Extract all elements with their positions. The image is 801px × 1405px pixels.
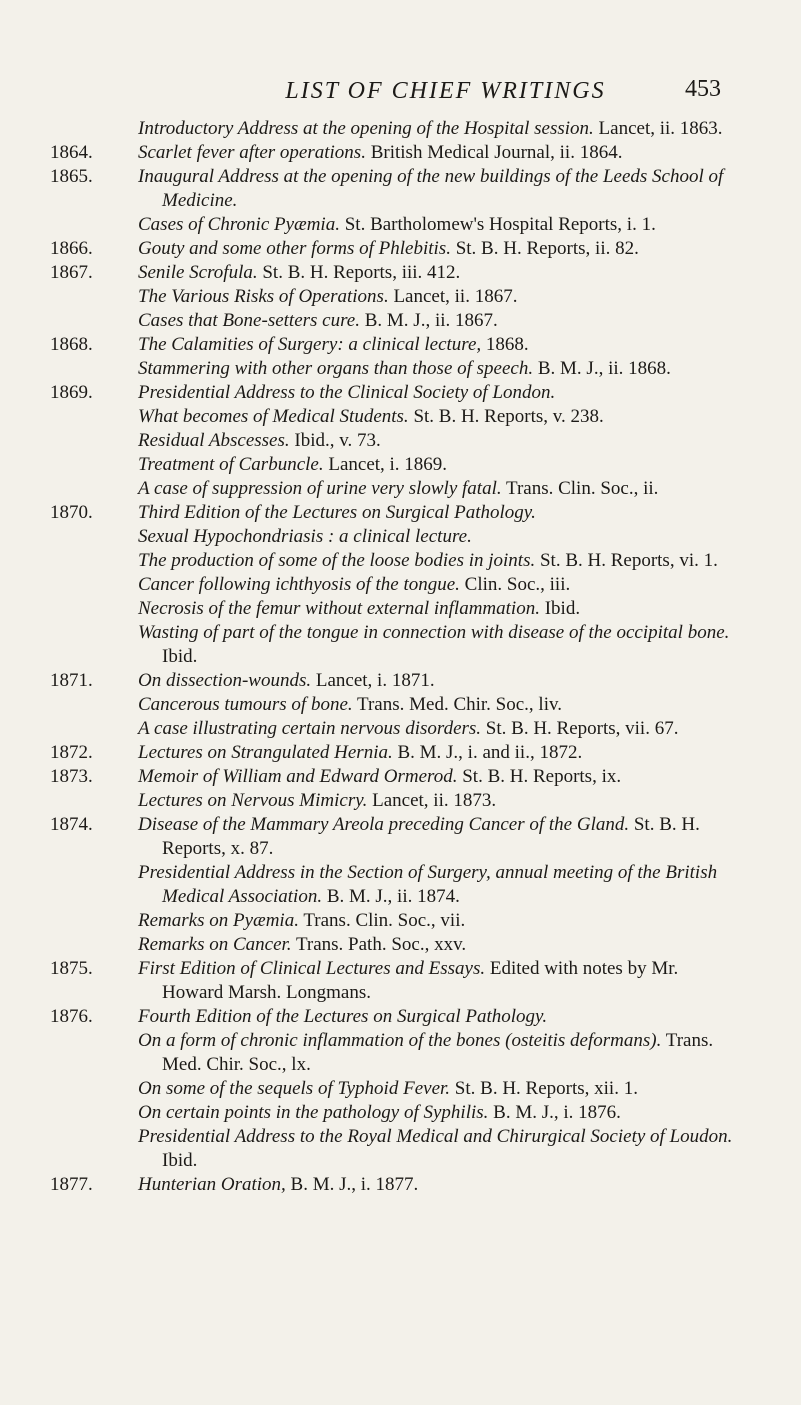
entry-title: A case of suppression of urine very slowly fatal.: [138, 478, 502, 499]
entry-year: 1868.: [50, 334, 93, 355]
entry-text: [138, 1101, 740, 1125]
list-item: [50, 213, 740, 237]
entry-text: [138, 693, 740, 717]
entry-source: Lancet, ii. 1873.: [367, 790, 497, 811]
entry-year: 1867.: [50, 262, 93, 283]
entry-text: [138, 309, 740, 333]
list-item: [50, 333, 740, 357]
entry-title: Presidential Address to the Clinical Society of London.: [138, 382, 556, 403]
entry-source: St. B. H. Reports, iii. 412.: [257, 262, 461, 283]
entry-title: Presidential Address in the Section of Surgery, annual meeting of the British Medical Association.: [138, 862, 718, 907]
entry-source: Ibid.: [162, 1150, 198, 1171]
entry-title: Scarlet fever after operations.: [138, 142, 366, 163]
entry-text: [138, 477, 740, 501]
entry-title: The production of some of the loose bodies in joints.: [138, 550, 536, 571]
list-item: [50, 1077, 740, 1101]
entry-title: The Calamities of Surgery: a clinical lecture,: [138, 334, 482, 355]
list-item: [50, 813, 740, 861]
list-item: [50, 117, 740, 141]
list-item: [50, 357, 740, 381]
page-number: 453: [685, 76, 721, 102]
entry-year: 1869.: [50, 382, 93, 403]
running-head: LIST OF CHIEF WRITINGS: [285, 78, 606, 104]
list-item: [50, 669, 740, 693]
list-item: [50, 165, 740, 213]
entry-title: Senile Scrofula.: [138, 262, 258, 283]
entry-year: 1876.: [50, 1006, 93, 1027]
entry-source: Trans. Path. Soc., xxv.: [291, 934, 467, 955]
entry-title: A case illustrating certain nervous disorders.: [138, 718, 482, 739]
entry-source: Trans. Clin. Soc., vii.: [298, 910, 466, 931]
list-item: [50, 1029, 740, 1077]
entry-title: Lectures on Nervous Mimicry.: [138, 790, 368, 811]
entry-text: [138, 381, 740, 405]
entry-title: Wasting of part of the tongue in connection with disease of the occipital bone.: [138, 622, 730, 643]
entry-text: [138, 717, 740, 741]
entry-text: [138, 789, 740, 813]
entry-text: [138, 669, 740, 693]
entry-source: 1868.: [481, 334, 529, 355]
entry-title: Cases that Bone-setters cure.: [138, 310, 360, 331]
entry-source: Lancet, ii. 1863.: [593, 118, 723, 139]
entry-year: 1870.: [50, 502, 93, 523]
entry-title: Remarks on Pyæmia.: [138, 910, 299, 931]
entry-year: 1866.: [50, 238, 93, 259]
entry-source: Ibid.: [162, 646, 198, 667]
list-item: [50, 309, 740, 333]
list-item: [50, 861, 740, 909]
entry-source: St. B. H. Reports, xii. 1.: [450, 1078, 638, 1099]
entry-text: [138, 453, 740, 477]
list-item: [50, 597, 740, 621]
list-item: [50, 525, 740, 549]
entry-text: [138, 117, 740, 141]
entry-source: B. M. J., ii. 1868.: [533, 358, 671, 379]
entry-title: Residual Abscesses.: [138, 430, 290, 451]
entry-text: [138, 909, 740, 933]
entry-title: Hunterian Oration,: [138, 1174, 286, 1195]
entry-text: [138, 141, 740, 165]
writings-list: [50, 117, 740, 1197]
list-item: [50, 765, 740, 789]
entry-text: [138, 213, 740, 237]
entry-source: B. M. J., i. and ii., 1872.: [392, 742, 583, 763]
entry-source: B. M. J., ii. 1867.: [359, 310, 498, 331]
list-item: [50, 477, 740, 501]
list-item: [50, 453, 740, 477]
entry-source: St. B. H. Reports, vi. 1.: [535, 550, 718, 571]
entry-title: Necrosis of the femur without external inflammation.: [138, 598, 540, 619]
entry-source: St. Bartholomew's Hospital Reports, i. 1.: [339, 214, 656, 235]
entry-source: British Medical Journal, ii. 1864.: [365, 142, 623, 163]
entry-year: 1875.: [50, 958, 93, 979]
entry-text: [138, 1029, 740, 1077]
entry-title: Memoir of William and Edward Ormerod.: [138, 766, 458, 787]
entry-title: On dissection-wounds.: [138, 670, 312, 691]
entry-year: 1865.: [50, 166, 93, 187]
list-item: [50, 141, 740, 165]
entry-year: 1873.: [50, 766, 93, 787]
list-item: [50, 717, 740, 741]
entry-text: [138, 237, 740, 261]
entry-title: Lectures on Strangulated Hernia.: [138, 742, 393, 763]
entry-title: Cases of Chronic Pyæmia.: [138, 214, 340, 235]
list-item: [50, 741, 740, 765]
list-item: [50, 1173, 740, 1197]
entry-source: Trans. Med. Chir. Soc., lx.: [162, 1030, 714, 1075]
entry-text: [138, 1005, 740, 1029]
entry-title: On some of the sequels of Typhoid Fever.: [138, 1078, 451, 1099]
entry-source: St. B. H. Reports, x. 87.: [162, 814, 700, 859]
list-item: [50, 1125, 740, 1173]
entry-year: 1864.: [50, 142, 93, 163]
entry-text: [138, 333, 740, 357]
list-item: [50, 237, 740, 261]
entry-text: [138, 1173, 740, 1197]
entry-text: [138, 285, 740, 309]
entry-year: 1871.: [50, 670, 93, 691]
list-item: [50, 501, 740, 525]
entry-title: Gouty and some other forms of Phlebitis.: [138, 238, 451, 259]
entry-text: [138, 741, 740, 765]
entry-source: Lancet, i. 1869.: [323, 454, 448, 475]
entry-source: St. B. H. Reports, ii. 82.: [450, 238, 639, 259]
entry-text: [138, 1077, 740, 1101]
entry-text: [138, 1125, 740, 1173]
entry-title: On certain points in the pathology of Syphilis.: [138, 1102, 489, 1123]
entry-title: Fourth Edition of the Lectures on Surgical Pathology.: [138, 1006, 548, 1027]
entry-text: [138, 549, 740, 573]
list-item: [50, 1005, 740, 1029]
list-item: [50, 789, 740, 813]
entry-text: [138, 165, 740, 213]
entry-source: Trans. Clin. Soc., ii.: [501, 478, 659, 499]
entry-title: Cancerous tumours of bone.: [138, 694, 353, 715]
entry-text: [138, 357, 740, 381]
list-item: [50, 261, 740, 285]
entry-source: B. M. J., ii. 1874.: [322, 886, 460, 907]
entry-year: 1872.: [50, 742, 93, 763]
entry-title: Introductory Address at the opening of the Hospital session.: [138, 118, 594, 139]
entry-source: Ibid., v. 73.: [289, 430, 381, 451]
entry-text: [138, 429, 740, 453]
list-item: [50, 909, 740, 933]
entry-year: 1874.: [50, 814, 93, 835]
entry-source: St. B. H. Reports, vii. 67.: [481, 718, 679, 739]
entry-source: Lancet, ii. 1867.: [388, 286, 518, 307]
entry-text: [138, 597, 740, 621]
entry-text: [138, 765, 740, 789]
entry-title: Stammering with other organs than those of speech.: [138, 358, 534, 379]
entry-text: [138, 501, 740, 525]
entry-text: [138, 861, 740, 909]
entry-title: The Various Risks of Operations.: [138, 286, 389, 307]
entry-source: B. M. J., i. 1876.: [488, 1102, 621, 1123]
entry-source: Ibid.: [539, 598, 581, 619]
entry-text: [138, 933, 740, 957]
entry-source: Clin. Soc., iii.: [459, 574, 571, 595]
entry-text: [138, 957, 740, 1005]
entry-source: St. B. H. Reports, v. 238.: [408, 406, 604, 427]
entry-title: Cancer following ichthyosis of the tongue.: [138, 574, 460, 595]
entry-title: Presidential Address to the Royal Medical and Chirurgical Society of Loudon.: [138, 1126, 733, 1147]
list-item: [50, 957, 740, 1005]
page-header: [130, 74, 721, 114]
entry-source: Lancet, i. 1871.: [311, 670, 435, 691]
entry-source: Trans. Med. Chir. Soc., liv.: [352, 694, 563, 715]
entry-title: Disease of the Mammary Areola preceding Cancer of the Gland.: [138, 814, 630, 835]
list-item: [50, 381, 740, 405]
entry-text: [138, 573, 740, 597]
entry-year: 1877.: [50, 1174, 93, 1195]
list-item: [50, 405, 740, 429]
list-item: [50, 429, 740, 453]
entry-title: Remarks on Cancer.: [138, 934, 292, 955]
list-item: [50, 933, 740, 957]
entry-title: Inaugural Address at the opening of the new buildings of the Leeds School of Medicine.: [138, 166, 724, 211]
entry-text: [138, 405, 740, 429]
entry-title: Sexual Hypochondriasis : a clinical lecture.: [138, 526, 472, 547]
list-item: [50, 693, 740, 717]
entry-title: Treatment of Carbuncle.: [138, 454, 324, 475]
list-item: [50, 549, 740, 573]
list-item: [50, 621, 740, 669]
entry-title: Third Edition of the Lectures on Surgical Pathology.: [138, 502, 536, 523]
entry-text: [138, 621, 740, 669]
entry-source: Edited with notes by Mr. Howard Marsh. Longmans.: [162, 958, 679, 1003]
entry-text: [138, 525, 740, 549]
list-item: [50, 285, 740, 309]
list-item: [50, 1101, 740, 1125]
entry-text: [138, 813, 740, 861]
entry-source: B. M. J., i. 1877.: [285, 1174, 419, 1195]
entry-title: What becomes of Medical Students.: [138, 406, 409, 427]
entry-text: [138, 261, 740, 285]
entry-title: First Edition of Clinical Lectures and Essays.: [138, 958, 486, 979]
list-item: [50, 573, 740, 597]
entry-source: St. B. H. Reports, ix.: [457, 766, 622, 787]
entry-title: On a form of chronic inflammation of the bones (osteitis deformans).: [138, 1030, 662, 1051]
